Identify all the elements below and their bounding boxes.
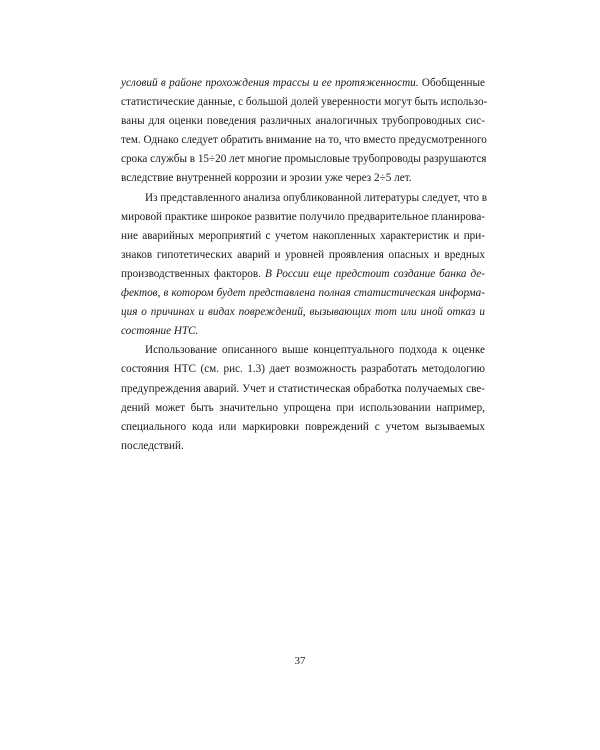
text-segment: последствий. [121,439,184,452]
text-segment: ние аварийных мероприятий с учетом накопленных характеристик и при- [121,229,485,242]
text-segment: производственных факторов. [121,267,265,280]
text-segment: вследствие внутренней коррозии и эрозии уже через 2÷5 лет. [121,172,412,185]
paragraph [121,341,485,456]
text-segment: дений может быть значительно упрощена при использовании например, [121,401,485,414]
text-line [121,189,488,208]
italic-text: состояние НТС. [121,325,199,338]
text-line [121,208,485,227]
text-line [121,284,485,303]
italic-text: ция о причинах и видах повреждений, вызывающих тот или иной отказ и [121,306,485,319]
text-segment: ваны для оценки поведения различных аналогичных трубопроводных сис- [121,115,485,128]
italic-text: условий в районе прохождения трассы и ее протяженности. [121,77,419,89]
body-text [121,74,488,456]
text-line [121,360,485,379]
italic-text: В России еще предстоит создание банка де- [264,267,485,280]
text-line [121,131,485,150]
text-segment: состояния НТС (см. рис. 1.3) дает возможность разработать методологию [121,363,485,376]
text-line [121,303,485,322]
text-segment: тем. Однако следует обратить внимание на то, что вместо предусмотренного [121,134,487,147]
page-number: 37 [294,655,306,667]
text-line [121,74,485,93]
text-segment: мировой практике широкое развитие получило предварительное планирова- [121,210,486,223]
text-line [121,169,485,188]
text-line [121,93,488,112]
text-segment: специального кода или маркировки повреждений с учетом вызываемых [121,420,485,433]
text-line [121,380,485,399]
text-line [121,399,485,418]
text-segment: Из представленного анализа опубликованной литературы следует, что в [145,191,488,204]
text-line [121,437,485,456]
text-line [121,341,485,360]
text-line [121,322,485,341]
italic-text: фектов, в котором будет представлена полная статистическая информа- [121,287,485,300]
text-line [121,150,485,169]
text-line [121,246,485,265]
text-line [121,418,485,437]
paragraph [121,189,488,342]
text-line [121,112,485,131]
text-segment: Обобщенные [418,77,485,89]
paragraph [121,74,488,189]
text-line [121,227,485,246]
text-segment: знаков гипотетических аварий и уровней проявления опасных и вредных [121,248,485,261]
text-segment: статистические данные, с большой долей уверенности могут быть использо- [121,96,488,109]
text-segment: срока службы в 15÷20 лет многие промысловые трубопроводы разрушаются [121,153,487,166]
text-line [121,265,485,284]
text-segment: Использование описанного выше концептуального подхода к оценке [145,344,485,357]
text-segment: предупреждения аварий. Учет и статистическая обработка получаемых све- [121,382,485,395]
